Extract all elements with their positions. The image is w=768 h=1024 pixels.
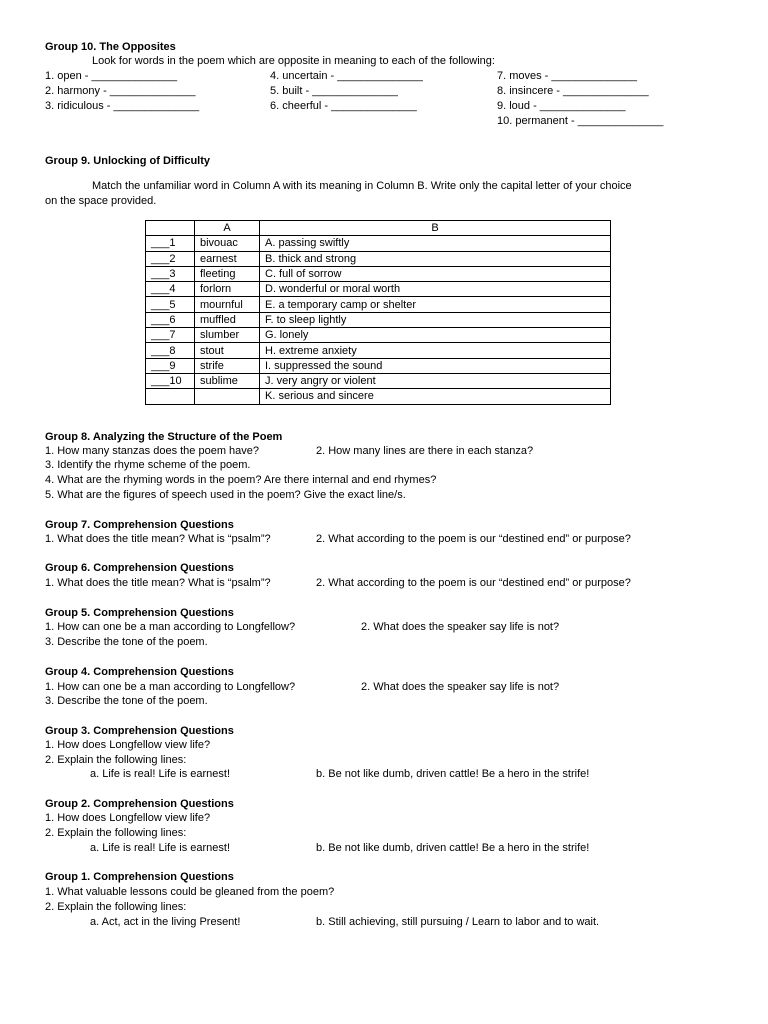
g1-line-b: b. Still achieving, still pursuing / Learn to labor and to wait. [316,916,600,928]
column-b-meaning: D. wonderful or moral worth [260,282,611,297]
g2-title: Group 2. Comprehension Questions [45,798,234,810]
column-b-meaning: J. very angry or violent [260,373,611,388]
g4-question: 3. Describe the tone of the poem. [45,695,208,707]
g6-title: Group 6. Comprehension Questions [45,562,234,574]
g8-question: 5. What are the figures of speech used in the poem? Give the exact line/s. [45,489,406,501]
g3-question: 1. How does Longfellow view life? [45,739,211,751]
g1-title: Group 1. Comprehension Questions [45,871,234,883]
g10-item: 1. open - ______________ [45,70,178,82]
table-row [146,389,611,404]
g10-item: 9. loud - ______________ [497,100,626,112]
g10-item: 10. permanent - ______________ [497,115,664,127]
g10-item: 3. ridiculous - ______________ [45,100,200,112]
g9-instruction: Match the unfamiliar word in Column A with its meaning in Column B. Write only the capital letter of your choice [92,180,632,192]
header-blank [146,221,195,236]
column-a-word [195,389,260,404]
column-a-word: strife [195,358,260,373]
table-row [146,251,611,266]
answer-blank[interactable]: ___10 [146,373,195,388]
g7-question: 2. What according to the poem is our “destined end” or purpose? [316,533,631,545]
answer-blank [146,389,195,404]
g3-line-b: b. Be not like dumb, driven cattle! Be a hero in the strife! [316,768,590,780]
g4-question: 2. What does the speaker say life is not? [361,681,560,693]
g2-question: 1. How does Longfellow view life? [45,812,211,824]
g7-title: Group 7. Comprehension Questions [45,519,234,531]
g7-question: 1. What does the title mean? What is “psalm”? [45,533,271,545]
column-b-meaning: C. full of sorrow [260,266,611,281]
answer-blank[interactable]: ___5 [146,297,195,312]
g5-question: 1. How can one be a man according to Longfellow? [45,621,296,633]
matching-table [145,220,611,405]
column-a-word: earnest [195,251,260,266]
g2-line-b: b. Be not like dumb, driven cattle! Be a hero in the strife! [316,842,590,854]
answer-blank[interactable]: ___9 [146,358,195,373]
table-row [146,297,611,312]
g8-question: 3. Identify the rhyme scheme of the poem. [45,459,251,471]
table-row [146,282,611,297]
g3-line-a: a. Life is real! Life is earnest! [90,768,231,780]
table-header-row [146,221,611,236]
column-b-meaning: F. to sleep lightly [260,312,611,327]
column-b-meaning: H. extreme anxiety [260,343,611,358]
g6-question: 1. What does the title mean? What is “psalm”? [45,577,271,589]
g8-question: 1. How many stanzas does the poem have? [45,445,260,457]
answer-blank[interactable]: ___4 [146,282,195,297]
g3-title: Group 3. Comprehension Questions [45,725,234,737]
g5-question: 2. What does the speaker say life is not? [361,621,560,633]
table-row [146,266,611,281]
column-b-meaning: G. lonely [260,328,611,343]
g1-line-a: a. Act, act in the living Present! [90,916,241,928]
answer-blank[interactable]: ___7 [146,328,195,343]
table-row [146,236,611,251]
answer-blank[interactable]: ___6 [146,312,195,327]
table-row [146,328,611,343]
g10-item: 7. moves - ______________ [497,70,638,82]
answer-blank[interactable]: ___1 [146,236,195,251]
g10-instruction: Look for words in the poem which are opposite in meaning to each of the following: [92,55,495,67]
g1-question: 1. What valuable lessons could be gleaned from the poem? [45,886,335,898]
column-b-meaning: E. a temporary camp or shelter [260,297,611,312]
g10-item: 6. cheerful - ______________ [270,100,417,112]
column-a-word: sublime [195,373,260,388]
answer-blank[interactable]: ___8 [146,343,195,358]
column-b-meaning: B. thick and strong [260,251,611,266]
g6-question: 2. What according to the poem is our “destined end” or purpose? [316,577,631,589]
answer-blank[interactable]: ___2 [146,251,195,266]
column-b-meaning: A. passing swiftly [260,236,611,251]
g10-item: 8. insincere - ______________ [497,85,649,97]
answer-blank[interactable]: ___3 [146,266,195,281]
g10-item: 2. harmony - ______________ [45,85,196,97]
column-a-word: slumber [195,328,260,343]
table-row [146,343,611,358]
table-row [146,358,611,373]
g2-question: 2. Explain the following lines: [45,827,187,839]
g10-item: 5. built - ______________ [270,85,398,97]
g2-line-a: a. Life is real! Life is earnest! [90,842,231,854]
header-col-a: A [195,221,260,236]
column-b-meaning: I. suppressed the sound [260,358,611,373]
table-row [146,373,611,388]
g8-question: 2. How many lines are there in each stanza? [316,445,534,457]
header-col-b: B [260,221,611,236]
g9-title: Group 9. Unlocking of Difficulty [45,155,210,167]
column-b-meaning: K. serious and sincere [260,389,611,404]
g8-title: Group 8. Analyzing the Structure of the Poem [45,431,283,443]
g9-instruction-cont: on the space provided. [45,195,157,207]
g3-question: 2. Explain the following lines: [45,754,187,766]
column-a-word: muffled [195,312,260,327]
g5-question: 3. Describe the tone of the poem. [45,636,208,648]
g8-question: 4. What are the rhyming words in the poem? Are there internal and end rhymes? [45,474,437,486]
column-a-word: forlorn [195,282,260,297]
g4-question: 1. How can one be a man according to Longfellow? [45,681,296,693]
table-row [146,312,611,327]
g10-title: Group 10. The Opposites [45,41,176,53]
column-a-word: fleeting [195,266,260,281]
g5-title: Group 5. Comprehension Questions [45,607,234,619]
column-a-word: stout [195,343,260,358]
column-a-word: bivouac [195,236,260,251]
g4-title: Group 4. Comprehension Questions [45,666,234,678]
column-a-word: mournful [195,297,260,312]
g1-question: 2. Explain the following lines: [45,901,187,913]
g10-item: 4. uncertain - ______________ [270,70,423,82]
